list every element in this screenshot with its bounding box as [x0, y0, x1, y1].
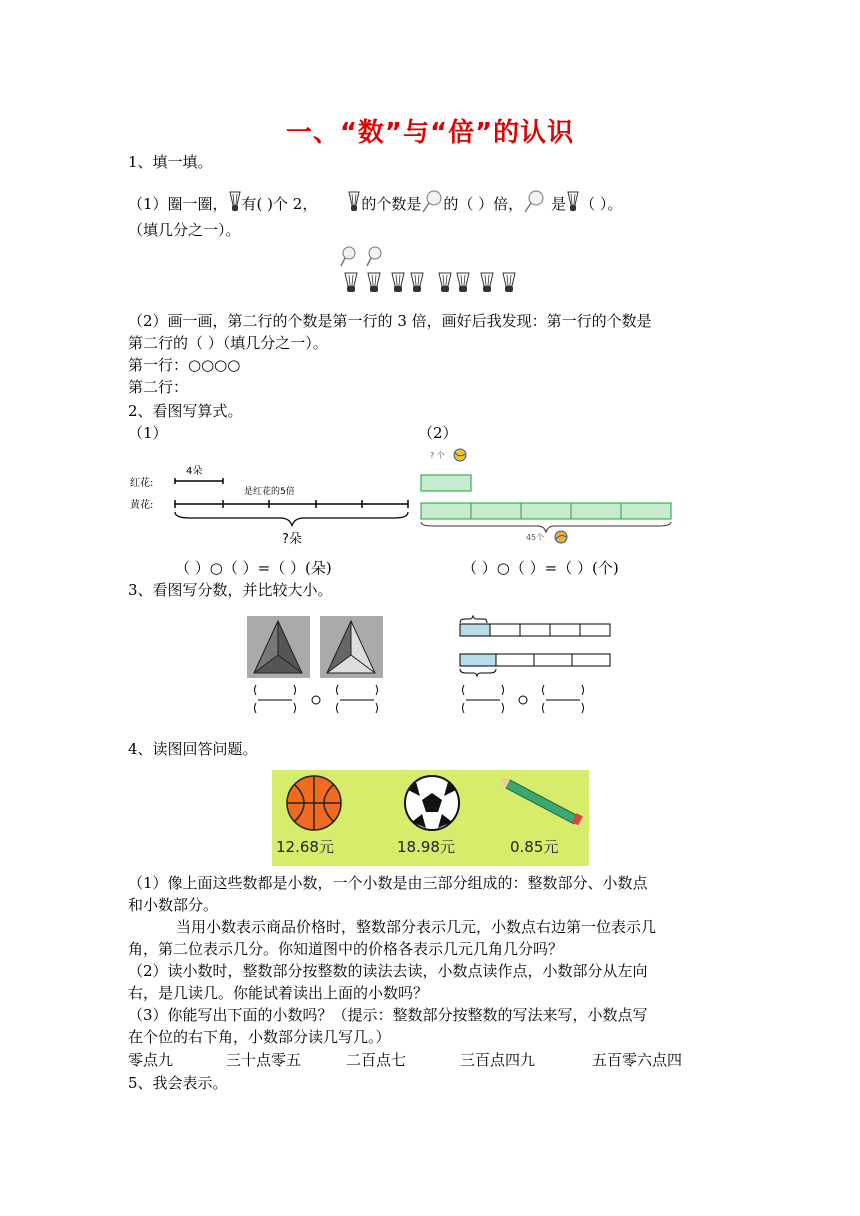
q4-heading: 4、读图回答问题。 [128, 740, 258, 758]
price-picture [272, 770, 589, 866]
q3-heading: 3、看图写分数，并比较大小。 [128, 581, 333, 599]
shuttlecock-icon [392, 273, 404, 292]
decimal-word-5: 五百零六点四 [592, 1051, 683, 1069]
q4-p3-line2: 在个位的右下角，小数部分读几写几。） [128, 1028, 391, 1046]
basketball-icon [287, 776, 341, 830]
ball-icon [555, 531, 567, 543]
page-title: 一、“数”与“倍”的认识 [285, 118, 575, 148]
flower-diagram [130, 456, 420, 556]
formula-balls: （ ）○（ ）=（ ）(个) [462, 559, 619, 577]
soccer-ball-icon [405, 776, 459, 830]
q4-p1-line4: 角，第二位表示几分。你知道图中的价格各表示几元几角几分吗？ [128, 940, 564, 958]
q1-row1: 第一行：○○○○ [128, 356, 241, 374]
racket-icon [341, 247, 355, 266]
q1-part2-line1: （2）画一画，第二行的个数是第一行的 3 倍，画好后我发现：第一行的个数是 [128, 312, 652, 330]
q4-p1-line1: （1）像上面这些数都是小数，一个小数是由三部分组成的：整数部分、小数点 [128, 874, 648, 892]
q4-p2-line2: 右，是几读几。你能试着读出上面的小数吗？ [128, 984, 429, 1002]
five-times-label: 是红花的5倍 [244, 487, 295, 497]
q1-part1-line1 [128, 190, 622, 215]
formula-flowers: （ ）○（ ）=（ ）(朵) [175, 559, 332, 577]
four-flowers-label: 4朵 [186, 466, 203, 477]
shuttlecock-icon [481, 273, 493, 292]
unknown-balls-label: ? 个 [430, 451, 445, 460]
racket-icon [523, 190, 545, 214]
triangle-fractions [246, 615, 386, 720]
one-part-bar [421, 475, 471, 491]
shuttlecock-icon [368, 273, 380, 292]
q1-row2: 第二行： [128, 378, 189, 396]
q4-p1-line2: 和小数部分。 [128, 896, 219, 914]
q2-heading: 2、看图写算式。 [128, 402, 243, 420]
q1-p1-b: 有( )个 2， [241, 195, 318, 213]
compare-circle [312, 696, 320, 704]
soccer-price: 18.98元 [397, 838, 455, 856]
q1-p1-a: （1）圈一圈， [128, 195, 228, 213]
q1-part2-line2: 第二行的（ ）（填几分之一）。 [128, 334, 328, 352]
q1-p1-c: 的个数是 [361, 195, 422, 213]
total-balls-label: 45个 [526, 533, 545, 542]
decimal-word-1: 零点九 [128, 1051, 174, 1069]
q1-p1-e: 是 [551, 195, 567, 213]
pencil-price: 0.85元 [510, 838, 559, 856]
bar-fractions [456, 615, 616, 720]
volleyball-icon [454, 449, 466, 461]
q1-p1-d: 的（ ）倍， [443, 195, 524, 213]
decimal-word-3: 二百点七 [346, 1051, 407, 1069]
shuttlecock-icon [457, 273, 469, 292]
shuttlecock-icon [503, 273, 515, 292]
q4-p2-line1: （2）读小数时，整数部分按整数的读法去读，小数点读作点，小数部分从左向 [128, 962, 648, 980]
shuttlecock-icon [411, 273, 423, 292]
q2-label-2: （2） [418, 424, 458, 442]
shuttlecock-icon [439, 273, 451, 292]
q2-label-1: （1） [128, 424, 168, 442]
shuttlecock-icon [228, 191, 242, 213]
decimal-word-4: 三百点四九 [460, 1051, 536, 1069]
ball-diagram [418, 444, 678, 549]
shuttlecock-icon [347, 191, 361, 213]
racket-icon [367, 247, 381, 266]
shuttlecock-icon [345, 273, 357, 292]
red-flower-label: 红花: [130, 478, 154, 489]
total-flowers-label: ?朵 [282, 532, 302, 547]
racket-icon [421, 190, 443, 214]
decimal-word-2: 三十点零五 [226, 1051, 302, 1069]
q1-picture [335, 246, 525, 296]
q1-p1-f: （ ）。 [580, 195, 623, 213]
q4-p3-line1: （3）你能写出下面的小数吗？（提示：整数部分按整数的写法来写，小数点写 [128, 1006, 648, 1024]
shuttlecock-icon [566, 191, 580, 213]
basketball-price: 12.68元 [276, 838, 334, 856]
q4-p1-line3: 当用小数表示商品价格时，整数部分表示几元，小数点右边第一位表示几 [176, 918, 657, 936]
five-part-bar [421, 503, 671, 519]
q1-part1-line2: （填几分之一）。 [128, 221, 241, 239]
yellow-flower-label: 黄花: [130, 500, 154, 511]
compare-circle [519, 696, 527, 704]
q5-heading: 5、我会表示。 [128, 1074, 228, 1092]
q1-heading: 1、填一填。 [128, 153, 213, 171]
